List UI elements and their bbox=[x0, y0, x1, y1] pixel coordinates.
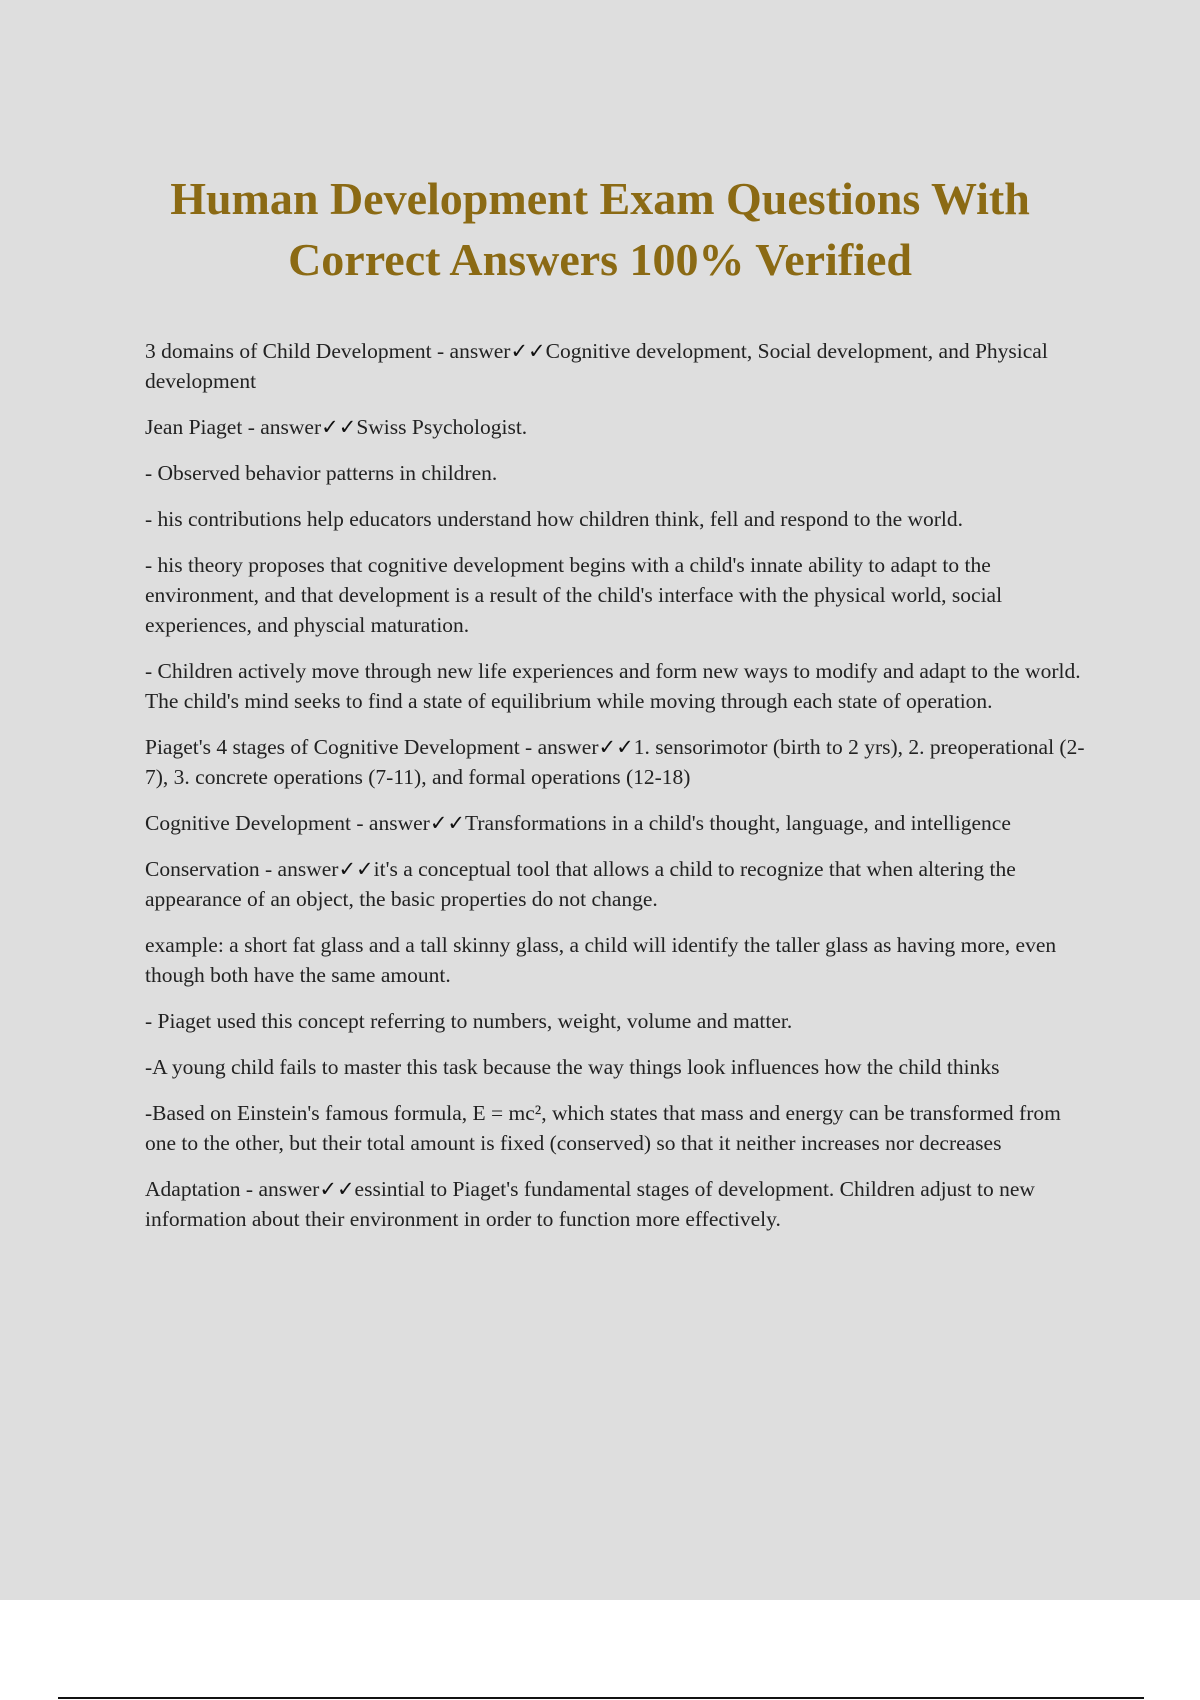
paragraph bbox=[145, 504, 1090, 534]
term-prefix: Conservation - answer bbox=[145, 857, 339, 881]
paragraph bbox=[145, 550, 1090, 640]
paragraph bbox=[145, 1006, 1090, 1036]
title-line-2: Correct Answers 100% Verified bbox=[288, 234, 912, 285]
check-icon: ✓✓ bbox=[321, 415, 357, 439]
check-icon: ✓✓ bbox=[598, 735, 634, 759]
paragraph bbox=[145, 1098, 1090, 1158]
answer-text: it's a conceptual tool that allows a child to recognize that when altering the appearance of an object, the basic properties do not change. bbox=[145, 857, 1016, 911]
term-prefix: Cognitive Development - answer bbox=[145, 811, 430, 835]
paragraph-text: example: a short fat glass and a tall skinny glass, a child will identify the taller glass as having more, even though both have the same amount. bbox=[145, 933, 1057, 987]
answer-text: Transformations in a child's thought, language, and intelligence bbox=[465, 811, 1011, 835]
paragraph bbox=[145, 412, 1090, 442]
document-title bbox=[0, 168, 1200, 290]
term-prefix: Piaget's 4 stages of Cognitive Development - answer bbox=[145, 735, 599, 759]
paragraph-text: - Children actively move through new life experiences and form new ways to modify and adapt to the world. The child's mind seeks to find a state of equilibrium while moving through each state of operation. bbox=[145, 659, 1081, 713]
paragraph bbox=[145, 930, 1090, 990]
paragraph-text: - Piaget used this concept referring to numbers, weight, volume and matter. bbox=[145, 1009, 793, 1033]
term-prefix: Jean Piaget - answer bbox=[145, 415, 322, 439]
check-icon: ✓✓ bbox=[319, 1177, 355, 1201]
paragraph-text: -Based on Einstein's famous formula, E = mc², which states that mass and energy can be transformed from one to the other, but their total amount is fixed (conserved) so that it neither increases nor decreases bbox=[145, 1101, 1061, 1155]
term-prefix: Adaptation - answer bbox=[145, 1177, 320, 1201]
paragraph bbox=[145, 854, 1090, 914]
paragraph bbox=[145, 656, 1090, 716]
paragraph bbox=[145, 458, 1090, 488]
paragraph bbox=[145, 1174, 1090, 1234]
paragraph-text: -A young child fails to master this task because the way things look influences how the child thinks bbox=[145, 1055, 1000, 1079]
document-body bbox=[145, 336, 1090, 1250]
paragraph-text: - Observed behavior patterns in children. bbox=[145, 461, 498, 485]
paragraph bbox=[145, 1052, 1090, 1082]
title-line-1: Human Development Exam Questions With bbox=[170, 173, 1030, 224]
answer-text: essintial to Piaget's fundamental stages of development. Children adjust to new information about their environment in order to function more effectively. bbox=[145, 1177, 1035, 1231]
check-icon: ✓✓ bbox=[429, 811, 466, 835]
answer-text: Cognitive development, Social development, and Physical development bbox=[145, 339, 1048, 393]
paragraph bbox=[145, 732, 1090, 792]
term-prefix: 3 domains of Child Development - answer bbox=[145, 339, 511, 363]
check-icon: ✓✓ bbox=[338, 857, 374, 881]
paragraph bbox=[145, 336, 1090, 396]
check-icon: ✓✓ bbox=[510, 339, 546, 363]
answer-text: 1. sensorimotor (birth to 2 yrs), 2. preoperational (2-7), 3. concrete operations (7-11), and formal operations (12-18) bbox=[145, 735, 1085, 789]
footer-divider bbox=[58, 1697, 1144, 1699]
paragraph-text: - his theory proposes that cognitive development begins with a child's innate ability to adapt to the environment, and that development is a result of the child's interface with the physical world, social experiences, and physcial maturation. bbox=[145, 553, 1003, 637]
paragraph bbox=[145, 808, 1090, 838]
answer-text: Swiss Psychologist. bbox=[356, 415, 528, 439]
paragraph-text: - his contributions help educators understand how children think, fell and respond to the world. bbox=[145, 507, 964, 531]
